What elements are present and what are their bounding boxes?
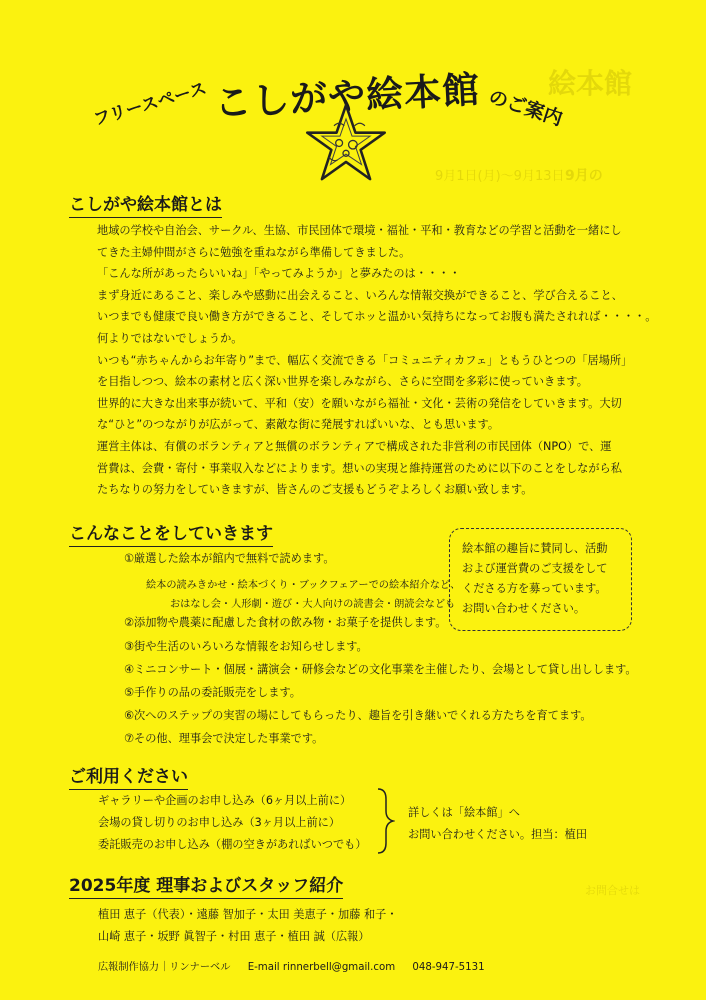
list-item: ③街や生活のいろいろな情報をお知らせします。 [124,640,368,653]
list-item: ⑦その他、理事会で決定した事業です。 [124,732,324,745]
staff-line: 山崎 恵子・坂野 眞智子・村田 恵子・植田 誠（広報） [98,929,370,943]
about-line: まず身近にあること、楽しみや感動に出会えること、いろんな情報交換ができること、学び合えること、 [97,288,623,302]
footer-credit: 広報制作協力｜リンナーベル [98,962,231,973]
about-line: たちなりの努力をしていきますが、皆さんのご支援もどうぞよろしくお願い致します。 [97,483,533,497]
usage-note-line: 詳しくは「絵本館」へ [408,806,520,819]
list-item: ①厳選した絵本が館内で無料で読めます。 [124,552,335,565]
about-line: 世界的に大きな出来事が続いて、平和（安）を願いながら福祉・文化・芸術の発信をしていきます。大切 [97,396,622,410]
usage-heading: ご利用ください [69,762,188,790]
bleed-through-text: お問合せは [585,884,640,897]
list-item: ④ミニコンサート・個展・講演会・研修会などの文化事業を主催したり、会場として貸し出しします。 [124,663,637,676]
footer-phone: 048-947-5131 [412,962,485,973]
bleed-through-text: 絵本館 [548,67,633,100]
bleed-through-text: 9月の [565,168,603,184]
activities-heading: こんなことをしていきます [69,519,273,547]
about-line: 何よりではないでしょうか。 [97,331,243,345]
staff-list [98,904,398,947]
callout-line: お問い合わせください。 [462,602,586,615]
list-item: 会場の貸し切りのお申し込み（3ヶ月以上前に） [98,816,341,829]
about-line: 運営主体は、有償のボランティアと無償のボランティアで構成された非営利の市民団体（NPO）で、運 [97,439,612,453]
list-subitem: おはなし会・人形劇・遊び・大人向けの読書会・朗読会なども [170,599,456,610]
about-line: 地域の学校や自治会、サークル、生協、市民団体で環境・福祉・平和・教育などの学習と活動を一緒にし [97,224,622,237]
callout-line: および運営費のご支援をして [462,562,608,575]
about-line: 「こんな所があったらいいね」「やってみようか」と夢みたのは・・・・ [97,267,461,281]
staff-line: 植田 恵子（代表）・遠藤 智加子・太田 美恵子・加藤 和子・ [98,908,398,921]
list-item: ギャラリーや企画のお申し込み（6ヶ月以上前に） [98,794,352,807]
brace-icon [375,786,395,856]
callout-line: くださる方を募っています。 [462,582,607,595]
about-heading: こしがや絵本館とは [69,190,222,218]
list-item: 委託販売のお申し込み（棚の空きがあればいつでも） [98,838,367,851]
about-line: いつも“赤ちゃんからお年寄り”まで、幅広く交流できる「コミュニティカフェ」ともうひとつの「居場所」 [97,353,633,367]
list-item: ②添加物や農薬に配慮した食材の飲み物・お菓子を提供します。 [124,616,447,629]
list-item: ⑤手作りの品の委託販売をします。 [124,686,301,699]
bleed-through-text: 9月1日(月)～9月13日 [435,169,565,184]
about-line: 営費は、会費・寄付・事業収入などによります。想いの実現と維持運営のために以下のことをしながら私 [97,461,622,475]
usage-list [98,790,367,856]
callout-line: 絵本館の趣旨に賛同し、活動 [462,542,608,555]
usage-note [408,802,587,846]
support-callout [449,528,632,631]
about-line: な“ひと”のつながりが広がって、素敵な街に発展すればいいな、とも思います。 [97,418,500,432]
about-line: を目指しつつ、絵本の素材と広く深い世界を楽しみながら、さらに空間を多彩に使っていきます。 [97,375,588,389]
list-subitem: 絵本の読みきかせ・絵本づくり・ブックフェアーでの絵本紹介など、 [146,580,461,591]
usage-note-line: お問い合わせください。担当：植田 [408,828,588,841]
title-suffix: のご案内 [485,85,566,131]
list-item: ⑥次へのステップの実習の場にしてもらったり、趣旨を引き継いでくれる方たちを育てます。 [124,709,592,722]
footer-email[interactable]: E-mail rinnerbell@gmail.com [247,962,396,973]
about-line: てきた主婦仲間がさらに勉強を重ねながら準備してきました。 [97,245,411,259]
staff-heading: 2025年度 理事およびスタッフ紹介 [69,871,343,899]
star-icon [303,100,389,186]
about-text [97,220,656,501]
footer [98,958,499,973]
title-prefix: フリースペース [91,78,209,131]
about-line: いつまでも健康で良い働き方ができること、そしてホッと温かい気持ちになってお腹も満たされれば・・・・。 [97,310,657,324]
title-main: こしがや絵本館 [213,68,482,125]
